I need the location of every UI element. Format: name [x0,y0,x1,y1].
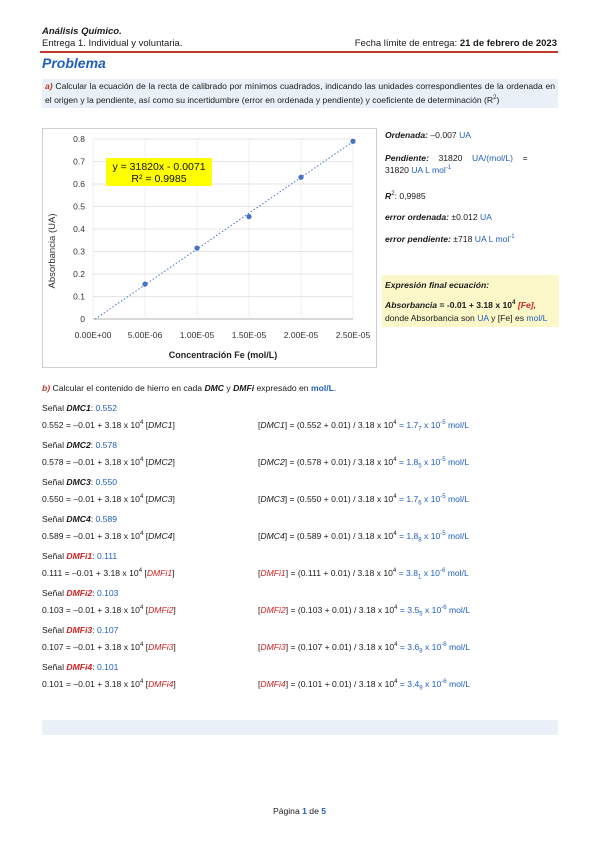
result-calc-exp: 4 [394,679,398,686]
signal-value: 0.103 [96,588,119,598]
result-calc: ] = (0.103 + 0.01) / 3.18 x 10 [285,605,395,615]
x-tick-label: 2.50E-05 [335,330,371,340]
equation-left: 0.103 = –0.01 + 3.18 x 10 [42,605,140,615]
question-b-label: b) [42,383,51,393]
signal-name: DMC3 [66,477,91,487]
y-tick-label: 0.2 [73,269,85,279]
x-tick-labels [75,330,371,340]
result-value: = $1.8_8$ x $10^{-5}$ mol/L [398,531,470,544]
r2-line [385,190,558,202]
signal-name: DMC2 [66,440,91,450]
sample-result-dmfi4: [DMFi4] = (0.101 + 0.01) / 3.18 x $10^4 = 3.4_9$ x $10^{-6}$ mol/L [258,679,470,692]
pendiente-value: 31820 [438,153,463,163]
ordenada-value: –0.007 [430,130,457,140]
data-point [298,175,303,180]
signal-label: Señal [42,440,64,450]
y-tick-label: 0 [80,314,85,324]
equation-left: 0.550 = –0.01 + 3.18 x 10 [42,494,140,504]
sample-equation-dmc4: 0.589 = –0.01 + 3.18 x $10^4$ [DMC4] [42,531,175,541]
assignment-label: Entrega 1. Individual y voluntaria. [42,38,183,49]
signal-value: 0.111 [96,551,118,561]
result-value: = $1.7_6$ x $10^{-5}$ mol/L [398,494,470,507]
equation-exp: 4 [139,679,144,686]
result-calc-exp: 4 [393,531,397,538]
signal-label: Señal [42,625,64,635]
final-note-a: donde Absorbancia son [385,313,475,323]
result-name: DMC2 [260,457,285,467]
equation-left: 0.101 = –0.01 + 3.18 x 10 [42,679,140,689]
sample-result-dmc4: [DMC4] = (0.589 + 0.01) / 3.18 x $10^4 = 1.8_8$ x $10^{-5}$ mol/L [258,531,470,544]
sample-result-dmc2: [DMC2] = (0.578 + 0.01) / 3.18 x $10^4 = 1.8_5$ x $10^{-5}$ mol/L [258,457,470,470]
signal-value: 0.589 [95,514,118,524]
equation-name: DMC4 [148,531,173,541]
x-tick-label: 5.00E-06 [127,330,163,340]
equation-exp: 4 [139,605,144,612]
equation-name: DMC1 [148,420,173,430]
result-value: = $3.8_1$ x $10^{-6}$ mol/L [398,568,469,581]
sample-equation-dmc2: 0.578 = –0.01 + 3.18 x $10^4$ [DMC2] [42,457,175,467]
pendiente-line: Pendiente: 31820 UA/(mol/L) = 31820 UA L mol$^{-1}$ [385,153,528,175]
sample-signal-dmc3: Señal DMC3: 0.550 [42,477,118,487]
calibration-chart [42,128,377,368]
question-a [42,79,558,108]
signal-label: Señal [42,551,64,561]
result-calc-exp: 4 [394,605,398,612]
sample-result-dmfi1: [DMFi1] = (0.111 + 0.01) / 3.18 x $10^4 = 3.8_1$ x $10^{-6}$ mol/L [258,568,469,581]
signal-value: 0.107 [96,625,119,635]
err-pend-value: ±718 [453,234,473,244]
err-ord-label: error ordenada: [385,212,449,222]
result-calc-exp: 4 [394,642,398,649]
ordenada-line [385,129,558,141]
y-tick-label: 0.7 [73,156,85,167]
sample-signal-dmfi4: Señal DMFi4: 0.101 [42,662,119,672]
y-tick-label: 0.4 [73,224,85,234]
x-tick-label: 1.00E-05 [179,330,215,340]
err-ord-value: ±0.012 [451,212,478,222]
signal-name: DMFi4 [66,662,93,672]
result-name: DMC1 [260,420,285,430]
signal-name: DMFi1 [66,551,93,561]
result-name: DMC4 [260,531,285,541]
y-tick-label: 0.5 [73,201,85,212]
signal-name: DMC1 [66,403,91,413]
result-calc: ] = (0.589 + 0.01) / 3.18 x 10 [284,531,394,541]
r2-label: R [385,191,392,201]
sample-result-dmfi2: [DMFi2] = (0.103 + 0.01) / 3.18 x $10^4 = 3.5_5$ x $10^{-6}$ mol/L [258,605,470,618]
result-calc-exp: 4 [393,457,397,464]
chart-svg [43,129,376,367]
final-note-ua: UA [477,313,489,323]
result-calc-exp: 4 [393,420,397,427]
equation-name: DMFi2 [148,605,174,615]
sample-result-dmfi3: [DMFi3] = (0.107 + 0.01) / 3.18 x $10^4 = 3.6_8$ x $10^{-6}$ mol/L [258,642,470,655]
sample-signal-dmfi1: Señal DMFi1: 0.111 [42,551,118,561]
result-value: = $1.7_7$ x $10^{-5}$ mol/L [398,420,470,433]
result-name: DMFi2 [260,605,286,615]
sample-signal-dmc2: Señal DMC2: 0.578 [42,440,118,450]
sample-equation-dmc3: 0.550 = –0.01 + 3.18 x $10^4$ [DMC3] [42,494,175,504]
result-calc: ] = (0.111 + 0.01) / 3.18 x 10 [285,568,393,578]
final-title-text: Expresión final ecuación: [385,280,490,290]
final-note-b: y [Fe] es [491,313,525,323]
y-tick-label: 0.1 [73,291,85,302]
final-title [385,279,558,291]
signal-label: Señal [42,403,64,413]
r2-value: : 0,9985 [394,191,426,201]
annotation-r2: R² = 0.9985 [131,173,187,185]
data-point [350,139,355,144]
equation-exp: 4 [138,568,143,575]
equation-left: 0.552 = –0.01 + 3.18 x 10 [42,420,140,430]
signal-label: Señal [42,514,64,524]
equation-name: DMFi1 [146,568,173,578]
result-calc: ] = (0.107 + 0.01) / 3.18 x 10 [285,642,395,652]
result-calc: ] = (0.550 + 0.01) / 3.18 x 10 [284,494,394,504]
y-tick-labels [73,134,85,324]
empty-shaded-row [42,720,558,735]
final-fe: [Fe], [517,300,536,310]
header-rule [40,51,558,53]
x-tick-label: 1.50E-05 [231,330,267,340]
signal-value: 0.101 [96,662,119,672]
result-value: = $3.6_8$ x $10^{-6}$ mol/L [399,642,470,655]
pendiente-label: Pendiente: [385,153,429,163]
data-point [246,214,251,219]
signal-value: 0.552 [95,403,118,413]
equation-exp: 4 [139,457,144,464]
equation-name: DMFi4 [148,679,174,689]
signal-label: Señal [42,477,64,487]
data-point [194,246,199,251]
y-axis-label: Absorbancia (UA) [47,213,58,289]
sample-equation-dmfi3: 0.107 = –0.01 + 3.18 x $10^4$ [DMFi3] [42,642,176,652]
equation-name: DMC3 [148,494,173,504]
question-b-y: y [226,383,231,393]
signal-label: Señal [42,662,64,672]
sample-result-dmc1: [DMC1] = (0.552 + 0.01) / 3.18 x $10^4 = 1.7_7$ x $10^{-5}$ mol/L [258,420,470,433]
result-name: DMFi4 [260,679,286,689]
x-axis-label: Concentración Fe (mol/L) [168,350,278,360]
result-calc: ] = (0.578 + 0.01) / 3.18 x 10 [284,457,394,467]
result-name: DMFi3 [260,642,286,652]
footer-of-word: de [309,806,319,816]
equation-left: 0.107 = –0.01 + 3.18 x 10 [42,642,140,652]
question-a-text: Calcular la ecuación de la recta de calibrado por mínimos cuadrados, indicando las unidades correspondientes de la ordenada en el origen y la pendiente, así como su incertidumbre (error en ordenada y pendiente) y coeficiente de determinación (R [45,81,555,105]
pendiente-eq: = [522,153,528,163]
question-b-text-b: expresado en [256,383,309,393]
ordenada-label: Ordenada: [385,130,428,140]
question-b-unit: mol/L [310,383,334,393]
question-b-dmfi: DMFi [233,383,255,393]
signal-value: 0.578 [95,440,118,450]
result-value: = $1.8_5$ x $10^{-5}$ mol/L [398,457,470,470]
signal-name: DMC4 [66,514,91,524]
problem-title: Problema [42,55,106,71]
annotation-equation: y = 31820x - 0.0071 [112,161,206,173]
sample-equation-dmfi1: 0.111 = –0.01 + 3.18 x $10^4$ [DMFi1] [42,568,175,578]
question-b-dot: . [333,383,337,393]
equation-left: 0.578 = –0.01 + 3.18 x 10 [42,457,140,467]
equation-exp: 4 [139,531,144,538]
question-b-dmc: DMC [204,383,225,393]
result-value: = $3.5_5$ x $10^{-6}$ mol/L [399,605,470,618]
deadline [355,38,557,49]
question-a-sup: 2 [493,94,497,101]
result-value: = $3.4_9$ x $10^{-6}$ mol/L [399,679,470,692]
final-eq: = -0.01 + 3.18 x 10 [439,300,513,310]
y-tick-label: 0.6 [73,179,85,189]
sample-signal-dmc1: Señal DMC1: 0.552 [42,403,118,413]
err-pend-line: error pendiente: ±718 UA L mol$^{-1}$ [385,234,515,244]
final-lhs: Absorbancia [385,300,438,310]
signal-name: DMFi3 [66,625,93,635]
err-pend-unit: UA L mol [474,234,510,244]
equation-left: 0.111 = –0.01 + 3.18 x 10 [42,568,139,578]
err-ord-unit: UA [480,212,492,222]
sample-result-dmc3: [DMC3] = (0.550 + 0.01) / 3.18 x $10^4 = 1.7_6$ x $10^{-5}$ mol/L [258,494,470,507]
sample-signal-dmfi2: Señal DMFi2: 0.103 [42,588,119,598]
equation-left: 0.589 = –0.01 + 3.18 x 10 [42,531,140,541]
footer-total: 5 [321,806,327,816]
final-sup: 4 [512,300,516,307]
final-note-unit: mol/L [526,313,548,323]
err-ord-line [385,211,558,223]
equation-exp: 4 [139,494,144,501]
deadline-label: Fecha límite de entrega: [354,38,458,49]
result-calc-exp: 4 [393,494,397,501]
ordenada-unit: UA [459,130,472,140]
r2-sup: 2 [391,191,395,198]
result-name: DMC3 [260,494,285,504]
x-tick-label: 0.00E+00 [74,330,112,340]
result-name: DMFi1 [260,568,286,578]
deadline-value: 21 de febrero de 2023 [459,38,557,49]
x-tick-label: 2.00E-05 [283,330,319,340]
question-a-end: ) [496,94,500,105]
sample-signal-dmfi3: Señal DMFi3: 0.107 [42,625,119,635]
footer-page: 1 [302,806,307,816]
question-b [42,382,558,395]
footer-page-word: Página [272,806,300,816]
err-pend-label: error pendiente: [385,234,451,244]
result-calc: ] = (0.552 + 0.01) / 3.18 x 10 [284,420,394,430]
result-calc-exp: 4 [392,568,397,575]
sample-equation-dmfi4: 0.101 = –0.01 + 3.18 x $10^4$ [DMFi4] [42,679,176,689]
y-tick-label: 0.8 [73,134,85,144]
sample-signal-dmc4: Señal DMC4: 0.589 [42,514,118,524]
equation-exp: 4 [139,642,144,649]
signal-label: Señal [42,588,64,598]
equation-exp: 4 [139,420,144,427]
final-equation [385,299,558,325]
sample-equation-dmfi2: 0.103 = –0.01 + 3.18 x $10^4$ [DMFi2] [42,605,176,615]
y-tick-label: 0.3 [73,246,85,257]
equation-name: DMC2 [148,457,173,467]
signal-value: 0.550 [95,477,118,487]
course-title: Análisis Químico. [42,26,122,37]
pendiente-unit2: UA L mol [411,165,446,175]
data-point [142,282,147,287]
page-footer [0,806,599,816]
result-calc: ] = (0.101 + 0.01) / 3.18 x 10 [285,679,395,689]
signal-name: DMFi2 [66,588,93,598]
question-b-text-a: Calcular el contenido de hierro en cada [52,383,203,393]
sample-equation-dmc1: 0.552 = –0.01 + 3.18 x $10^4$ [DMC1] [42,420,175,430]
pendiente-unit1: UA/(mol/L) [471,153,514,163]
pendiente-value2: 31820 [385,165,409,175]
equation-name: DMFi3 [148,642,174,652]
question-a-label: a) [45,81,53,91]
trend-annotation [106,158,212,186]
